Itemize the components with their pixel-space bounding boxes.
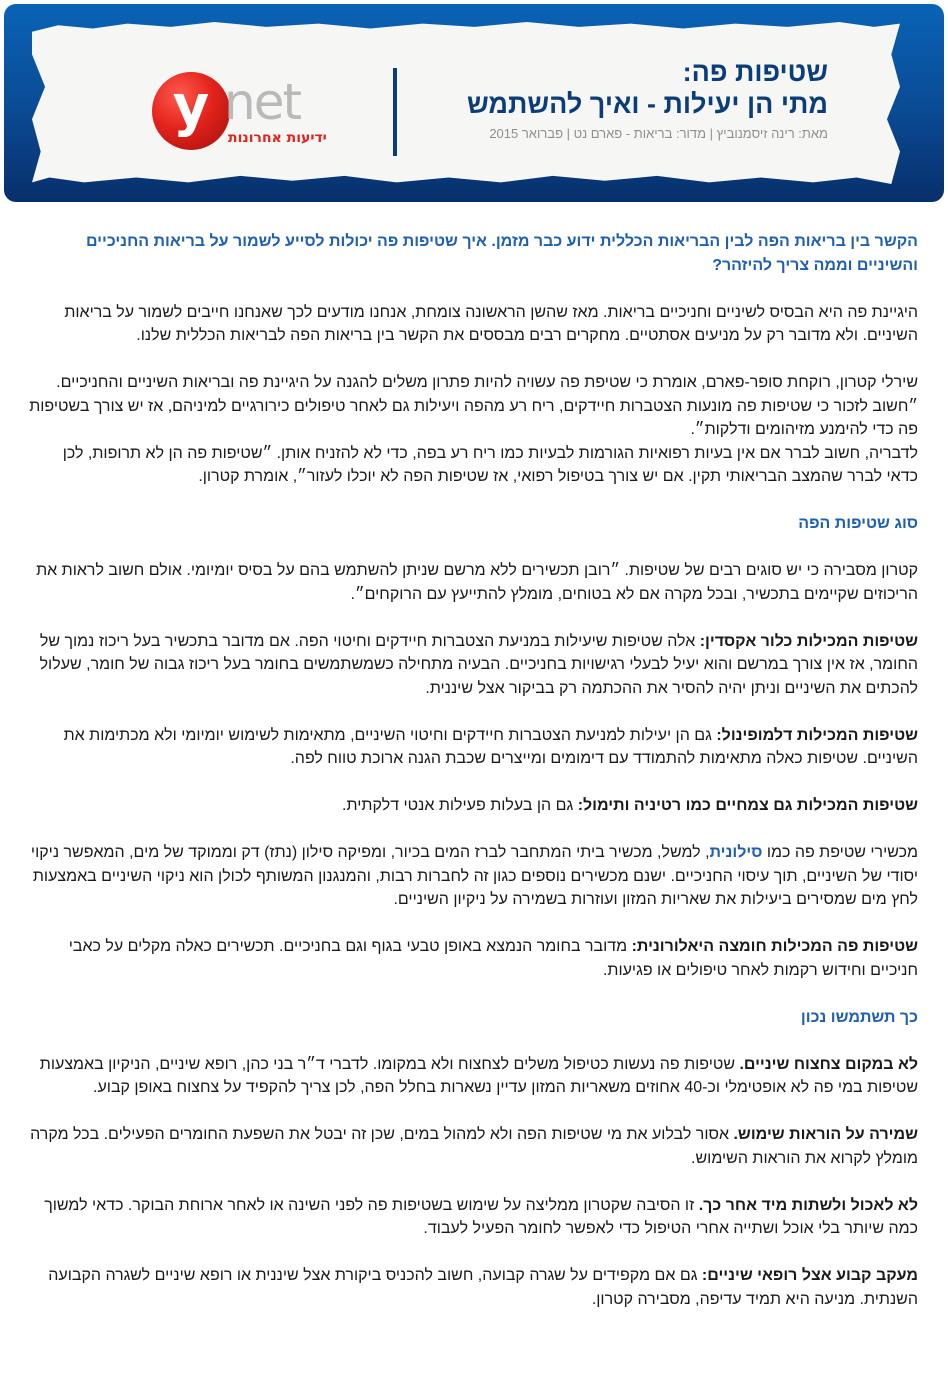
article-meta: מאת: רינה זיסמנוביץ | מדור: בריאות - פארם נט | פברואר 2015: [489, 126, 828, 141]
quote-paragraph-1: שירלי קטרון, רוקחת סופר-פארם, אומרת כי שטיפת פה עשויה להיות פתרון משלים להגנה על היגיינת פה ובריאות השיניים והחניכיים. ״חשוב לזכור כי שטיפות פה מונעות הצטברות חיידקים, ריח רע מהפה ויעילות גם לאחר טיפולים כירורגיים למיניהם, אז יש צורך בשטיפות פה כדי להימנע מזיהומים ודלקות״.: [29, 374, 918, 438]
herbal-text: גם הן בעלות פעילות אנטי דלקתית.: [342, 797, 578, 814]
dentist-paragraph: [28, 1264, 918, 1311]
instructions-text: אסור לבלוע את מי שטיפות הפה ולא למהול במים, שכן זה יבטל את השפעת החומרים הפעילים. בכל מקרה מומלץ לקרוא את הוראות השימוש.: [30, 1126, 918, 1167]
instructions-paragraph: [28, 1123, 918, 1170]
no-eat-paragraph: [28, 1194, 918, 1241]
no-replace-brushing-text: שטיפות פה נעשות כטיפול משלים לצחצוח ולא במקומו. לדברי ד״ר בני כהן, רופא שיניים, הניקיון באמצעות שטיפות במי פה לא אופטימלי וכ-40 אחוזים משאריות המזון עדיין נשארות בחלל הפה, לכן צריך להקפיד על צחצוח באופן קבוע.: [39, 1055, 918, 1096]
types-intro-paragraph: קטרון מסבירה כי יש סוגים רבים של שטיפות. ״רובן תכשירים ללא מרשם שניתן להשתמש בהם על בסיס יומיומי. אולם חשוב לראות את הריכוזים שקיימים בתכשיר, ובכל מקרה אם לא בטוחים, מומלץ להתייעץ עם הרוקחים״.: [36, 562, 918, 603]
quote-paragraph-2: לדבריה, חשוב לברר אם אין בעיות רפואיות הגורמות לבעיות כמו ריח רע בפה, כדי לא להזניח אותן. ״שטיפות פה הן לא תרופות, לכן כדאי לברר שהמצב הבריאותי תקין. אם יש צורך בטיפול רפואי, אז שטיפות הפה לא יוכלו לעזור״, אומרת קטרון.: [62, 444, 918, 485]
dentist-text: גם אם מקפידים על שגרה קבועה, חשוב להכניס ביקורת אצל שיננית או רופא שיניים לשגרה הקבועה השנתית. מניעה היא תמיד עדיפה, מסבירה קטרון.: [48, 1267, 918, 1308]
hyaluronic-text: מדובר בחומר הנמצא באופן טבעי בגוף וגם בחניכיים. תכשירים כאלה מקלים על כאבי חניכיים וחידוש רקמות לאחר טיפולים או פגיעות.: [68, 938, 918, 979]
logo-y-circle: y: [152, 72, 230, 150]
title-line-1: שטיפות פה:: [682, 57, 828, 87]
header-banner: [4, 4, 944, 202]
article-title-block: [308, 56, 828, 141]
delmopinol-paragraph: [28, 724, 918, 771]
chlorhexidine-paragraph: [28, 630, 918, 701]
article-body: [28, 230, 918, 1335]
article-lead: הקשר בין בריאות הפה לבין הבריאות הכללית ידוע כבר מזמן. איך שטיפות פה יכולות לסייע לשמור על בריאות החניכיים והשיניים וממה צריך להיזהר?: [85, 233, 918, 274]
no-eat-text: זו הסיבה שקטרון ממליצה על שימוש בשטיפות פה לפני השינה או לאחר ארוחת הבוקר. כדאי למשוך כמה שיותר בלי אוכל ושתייה אחרי הטיפול כדי לאפשר לחומר הפעיל לעבוד.: [44, 1196, 918, 1237]
no-replace-brushing-term: לא במקום צחצוח שיניים.: [739, 1055, 918, 1073]
delmopinol-text: גם הן יעילות למניעת הצטברות חיידקים וחיטוי השיניים, מתאימות לשימוש יומיומי ולא מכתימות את השיניים. שטיפות כאלה מתאימות להתמודד עם דימומים ומייצרים שכבת הגנה ארוכת טווח לפה.: [63, 726, 918, 767]
no-eat-term: לא לאכול ולשתות מיד אחר כך.: [698, 1196, 918, 1214]
chlorhexidine-term: שטיפות המכילות כלור אקסדין:: [699, 632, 918, 650]
hyaluronic-paragraph: [28, 935, 918, 982]
logo-subtitle: ידיעות אחרונות: [228, 130, 327, 146]
water-jet-text-before: מכשירי שטיפת פה כמו: [762, 844, 918, 861]
intro-paragraph: היגיינת פה היא הבסיס לשיניים וחניכיים בריאות. מאז שהשן הראשונה צומחת, אנחנו מודעים לכך שאנחנו חייבים לשמור על בריאות השיניים. ולא מדובר רק על מניעים אסתטיים. מחקרים רבים מבססים את הקשר בין בריאות הפה לבריאות הכללית שלנו.: [64, 303, 918, 344]
herbal-paragraph: [28, 794, 918, 818]
delmopinol-term: שטיפות המכילות דלמופינול:: [716, 726, 918, 744]
no-replace-brushing-paragraph: [28, 1053, 918, 1100]
silonit-link[interactable]: סילונית: [709, 844, 763, 861]
water-jet-paragraph: [28, 841, 918, 912]
water-jet-text-after: , למשל, מכשיר ביתי המתחבר לברז המים בכיור, ומפיקה סילון (נתז) דק וממוקד של מים, המאפשר ניקוי יסודי של השיניים, תוך עיסוי החניכיים. ישנם מכשירים נוספים כגון זה לחברות רבות, והמנגנון המשותף לכולן הוא ניקוי השיניים באמצעות לחץ מים שמסירים ביעילות את שאריות המזון ועוזרות בשמירה על ניקיון השיניים.: [30, 844, 918, 908]
herbal-term: שטיפות המכילות גם צמחיים כמו רטיניה ותימול:: [577, 797, 918, 814]
hyaluronic-term: שטיפות פה המכילות חומצה היאלורונית:: [631, 938, 918, 955]
chlorhexidine-text: אלה שטיפות שיעילות במניעת הצטברות חיידקים וחיטוי הפה. אם מדובר בתכשיר בעל ריכוז נמוך של החומר, אז אין צורך במרשם והוא יעיל לבעלי רגישויות בחניכיים. הבעיה מתחילה כשמשתמשים בחומר בעל ריכוז גבוה של חומר, שעלול להכתים את השיניים וניתן יהיה להסיר את ההכתמה רק בביקור אצל שיננית.: [39, 632, 918, 697]
ynet-logo[interactable]: [152, 70, 327, 156]
section-heading-usage: כך תשתמשו נכון: [800, 1008, 918, 1026]
instructions-term: שמירה על הוראות שימוש.: [733, 1126, 918, 1143]
title-line-2: מתי הן יעילות - ואיך להשתמש: [466, 89, 828, 119]
logo-net-text: net: [224, 73, 301, 131]
section-heading-types: סוג שטיפות הפה: [798, 515, 918, 532]
dentist-term: מעקב קבוע אצל רופאי שיניים:: [701, 1267, 918, 1284]
